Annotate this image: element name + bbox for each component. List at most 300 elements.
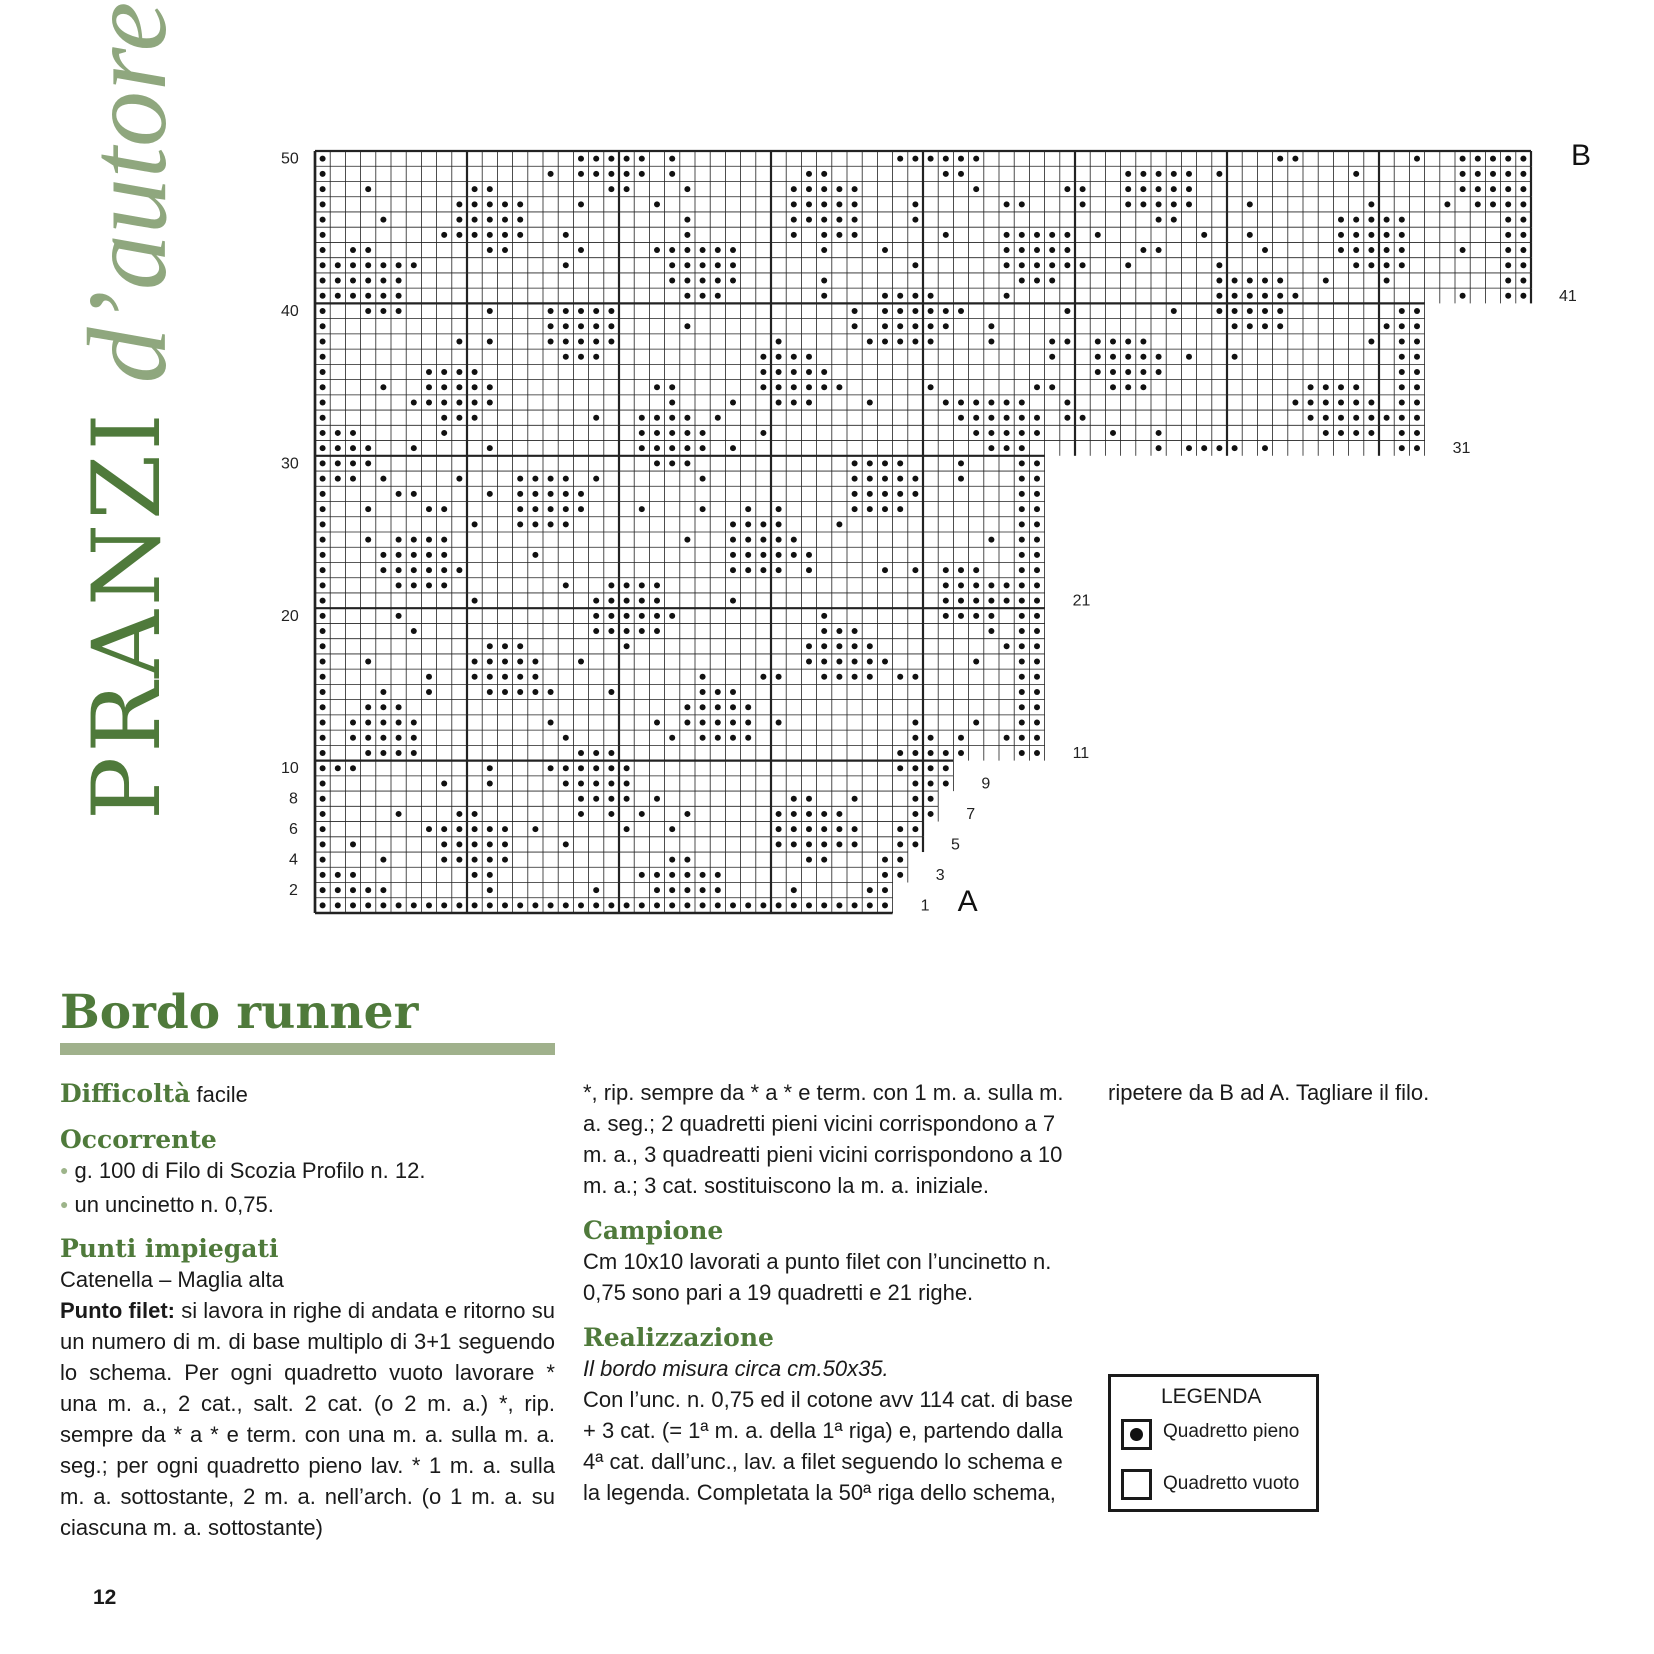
filled-square xyxy=(608,171,614,177)
filled-square xyxy=(958,735,964,741)
filled-square xyxy=(350,735,356,741)
filled-square xyxy=(1034,247,1040,253)
filled-square xyxy=(472,659,478,665)
filled-square xyxy=(487,659,493,665)
filled-square xyxy=(1034,598,1040,604)
filled-square xyxy=(882,567,888,573)
filled-square xyxy=(1186,445,1192,451)
filled-square xyxy=(1414,399,1420,405)
filled-square xyxy=(1019,598,1025,604)
filled-square xyxy=(441,567,447,573)
filled-square xyxy=(563,354,569,360)
filled-square xyxy=(456,415,462,421)
filled-square xyxy=(1384,278,1390,284)
filled-square xyxy=(836,628,842,634)
filled-square xyxy=(487,201,493,207)
filled-square xyxy=(684,293,690,299)
filled-square xyxy=(365,293,371,299)
filled-square xyxy=(1034,278,1040,284)
filled-square xyxy=(806,643,812,649)
filled-square xyxy=(563,902,569,908)
filled-square xyxy=(456,902,462,908)
filled-square xyxy=(426,369,432,375)
filled-square xyxy=(912,262,918,268)
filled-square xyxy=(684,232,690,238)
filled-square xyxy=(1368,201,1374,207)
filled-square xyxy=(320,765,326,771)
page-number: 12 xyxy=(93,1586,117,1609)
filled-square xyxy=(320,567,326,573)
filled-square xyxy=(791,902,797,908)
filled-square xyxy=(1171,186,1177,192)
filled-square xyxy=(426,552,432,558)
filled-square xyxy=(1475,201,1481,207)
filled-square xyxy=(1034,750,1040,756)
filled-square xyxy=(700,902,706,908)
filled-square xyxy=(517,521,523,527)
filled-square xyxy=(928,750,934,756)
filled-square xyxy=(730,552,736,558)
filled-square xyxy=(669,171,675,177)
filled-square xyxy=(441,384,447,390)
filled-square xyxy=(1368,232,1374,238)
filled-square xyxy=(578,171,584,177)
filled-square xyxy=(791,354,797,360)
filled-square xyxy=(1034,476,1040,482)
filled-square xyxy=(320,582,326,588)
filled-square xyxy=(472,841,478,847)
filled-square xyxy=(928,811,934,817)
filled-square xyxy=(502,232,508,238)
filled-square xyxy=(806,171,812,177)
filled-square xyxy=(852,659,858,665)
filled-square xyxy=(1156,186,1162,192)
filled-square xyxy=(821,278,827,284)
filled-square xyxy=(472,217,478,223)
filled-square xyxy=(1019,201,1025,207)
filled-square xyxy=(1125,339,1131,345)
filled-square xyxy=(320,278,326,284)
filled-square xyxy=(426,582,432,588)
filled-square xyxy=(928,796,934,802)
filled-square xyxy=(1095,354,1101,360)
filled-square xyxy=(411,720,417,726)
filled-square xyxy=(441,369,447,375)
filled-square xyxy=(608,796,614,802)
filled-square xyxy=(320,537,326,543)
filled-square xyxy=(1353,430,1359,436)
filled-square xyxy=(639,902,645,908)
filled-square xyxy=(487,841,493,847)
filled-square xyxy=(487,399,493,405)
filled-square xyxy=(532,506,538,512)
filled-square xyxy=(411,628,417,634)
filled-square xyxy=(624,156,630,162)
col3-text: ripetere da B ad A. Tagliare il filo. xyxy=(1108,1080,1430,1105)
filled-square xyxy=(532,521,538,527)
filled-square xyxy=(411,399,417,405)
filled-square xyxy=(593,902,599,908)
filled-square xyxy=(1216,293,1222,299)
filled-square xyxy=(1034,720,1040,726)
row-label: 8 xyxy=(289,790,298,808)
filled-square xyxy=(320,415,326,421)
filled-square xyxy=(852,902,858,908)
filled-square xyxy=(1064,232,1070,238)
filled-square xyxy=(867,491,873,497)
filled-square xyxy=(517,689,523,695)
filled-square xyxy=(350,841,356,847)
filled-square xyxy=(1171,201,1177,207)
filled-square xyxy=(943,750,949,756)
filled-square xyxy=(791,369,797,375)
filled-square xyxy=(456,567,462,573)
filled-square xyxy=(943,582,949,588)
filled-square xyxy=(1520,156,1526,162)
filled-square xyxy=(836,232,842,238)
filled-square xyxy=(487,232,493,238)
filled-square xyxy=(639,506,645,512)
marker-b: B xyxy=(1571,139,1592,172)
filled-square xyxy=(1292,156,1298,162)
filled-square xyxy=(563,476,569,482)
filled-square xyxy=(1156,171,1162,177)
filled-square xyxy=(1064,415,1070,421)
filled-square xyxy=(608,902,614,908)
filled-square xyxy=(654,720,660,726)
filled-square xyxy=(593,476,599,482)
filled-square xyxy=(380,384,386,390)
filled-square xyxy=(806,399,812,405)
realizzazione-heading: Realizzazione xyxy=(583,1323,774,1352)
filled-square xyxy=(1368,339,1374,345)
filled-square xyxy=(852,796,858,802)
filled-square xyxy=(760,567,766,573)
filled-square xyxy=(1110,369,1116,375)
filled-square xyxy=(1338,247,1344,253)
filled-square xyxy=(1262,278,1268,284)
filled-square xyxy=(456,811,462,817)
filled-square xyxy=(1110,430,1116,436)
filled-square xyxy=(745,720,751,726)
filled-square xyxy=(532,689,538,695)
filled-square xyxy=(593,339,599,345)
filled-square xyxy=(320,323,326,329)
filled-square xyxy=(867,339,873,345)
filled-square xyxy=(669,613,675,619)
row-label: 3 xyxy=(935,866,945,884)
filled-square xyxy=(320,643,326,649)
filled-square xyxy=(897,841,903,847)
filled-square xyxy=(928,156,934,162)
filled-square xyxy=(973,430,979,436)
filled-square xyxy=(1414,156,1420,162)
filled-square xyxy=(806,811,812,817)
filled-square xyxy=(441,506,447,512)
filled-square xyxy=(1247,278,1253,284)
filled-square xyxy=(821,171,827,177)
filled-square xyxy=(700,278,706,284)
filled-square xyxy=(745,537,751,543)
filled-square xyxy=(335,430,341,436)
filled-square xyxy=(912,491,918,497)
list-item: ● g. 100 di Filo di Scozia Profilo n. 12. xyxy=(60,1155,555,1189)
filled-square xyxy=(821,659,827,665)
filled-square xyxy=(806,796,812,802)
filled-square xyxy=(1125,384,1131,390)
filled-square xyxy=(396,735,402,741)
filled-square xyxy=(882,339,888,345)
filled-square xyxy=(867,659,873,665)
filled-square xyxy=(776,811,782,817)
filled-square xyxy=(578,491,584,497)
filled-square xyxy=(684,704,690,710)
filled-square xyxy=(1034,659,1040,665)
filled-square xyxy=(1019,537,1025,543)
filled-square xyxy=(426,689,432,695)
filled-square xyxy=(669,872,675,878)
filled-square xyxy=(745,735,751,741)
filled-square xyxy=(852,506,858,512)
filled-square xyxy=(836,186,842,192)
filled-square xyxy=(730,567,736,573)
filled-square xyxy=(1019,247,1025,253)
row-label: 20 xyxy=(281,607,299,625)
filled-square xyxy=(654,598,660,604)
filled-square xyxy=(700,735,706,741)
filled-square xyxy=(852,491,858,497)
filled-square xyxy=(396,262,402,268)
filled-square xyxy=(1353,262,1359,268)
filled-square xyxy=(776,399,782,405)
filled-square xyxy=(639,613,645,619)
filled-square xyxy=(350,293,356,299)
filled-square xyxy=(411,552,417,558)
filled-square xyxy=(335,476,341,482)
filled-square xyxy=(912,735,918,741)
filled-square xyxy=(624,582,630,588)
filled-square xyxy=(912,720,918,726)
filled-square xyxy=(365,659,371,665)
filled-square xyxy=(563,308,569,314)
filled-square xyxy=(548,323,554,329)
filled-square xyxy=(1034,521,1040,527)
filled-square xyxy=(396,811,402,817)
filled-square xyxy=(608,628,614,634)
filled-square xyxy=(973,415,979,421)
filled-square xyxy=(578,339,584,345)
filled-square xyxy=(791,399,797,405)
filled-square xyxy=(852,186,858,192)
filled-square xyxy=(791,552,797,558)
filled-square xyxy=(502,826,508,832)
filled-square xyxy=(882,323,888,329)
filled-square xyxy=(654,201,660,207)
filled-square xyxy=(1353,415,1359,421)
filled-square xyxy=(836,201,842,207)
filled-square xyxy=(608,780,614,786)
filled-square xyxy=(1064,186,1070,192)
filled-square xyxy=(928,735,934,741)
filled-square xyxy=(1414,430,1420,436)
filled-square xyxy=(852,308,858,314)
filled-square xyxy=(380,476,386,482)
filled-square xyxy=(472,521,478,527)
filled-square xyxy=(578,902,584,908)
filled-square xyxy=(487,765,493,771)
filled-square xyxy=(563,506,569,512)
filled-square xyxy=(1004,262,1010,268)
filled-square xyxy=(350,445,356,451)
filled-square xyxy=(608,186,614,192)
filled-square xyxy=(1019,232,1025,238)
filled-square xyxy=(532,552,538,558)
filled-square xyxy=(1049,262,1055,268)
filled-square xyxy=(472,811,478,817)
filled-square xyxy=(730,902,736,908)
filled-square xyxy=(396,278,402,284)
filled-square xyxy=(350,476,356,482)
filled-square xyxy=(1216,278,1222,284)
filled-square xyxy=(852,217,858,223)
filled-square xyxy=(335,293,341,299)
filled-square xyxy=(897,323,903,329)
filled-square xyxy=(730,445,736,451)
filled-square xyxy=(1034,674,1040,680)
filled-square xyxy=(1368,262,1374,268)
filled-square xyxy=(700,445,706,451)
filled-square xyxy=(456,841,462,847)
filled-square xyxy=(320,201,326,207)
filled-square xyxy=(578,323,584,329)
filled-square xyxy=(517,643,523,649)
filled-square xyxy=(715,415,721,421)
filled-square xyxy=(912,567,918,573)
filled-square xyxy=(1049,354,1055,360)
filled-square xyxy=(335,278,341,284)
filled-square xyxy=(320,857,326,863)
filled-square xyxy=(1460,156,1466,162)
filled-square xyxy=(578,659,584,665)
filled-square xyxy=(912,826,918,832)
filled-square xyxy=(791,186,797,192)
filled-square xyxy=(943,598,949,604)
filled-square xyxy=(760,902,766,908)
filled-square xyxy=(1384,247,1390,253)
filled-square xyxy=(365,308,371,314)
filled-square xyxy=(639,811,645,817)
filled-square xyxy=(928,339,934,345)
filled-square xyxy=(1140,354,1146,360)
filled-square xyxy=(988,399,994,405)
filled-square xyxy=(320,674,326,680)
filled-square xyxy=(1019,613,1025,619)
filled-square xyxy=(1399,339,1405,345)
filled-square xyxy=(593,171,599,177)
filled-square xyxy=(396,552,402,558)
filled-square xyxy=(456,857,462,863)
filled-square xyxy=(1140,384,1146,390)
filled-square xyxy=(1232,278,1238,284)
filled-square xyxy=(1019,552,1025,558)
filled-square xyxy=(943,171,949,177)
filled-square xyxy=(365,750,371,756)
filled-square xyxy=(897,491,903,497)
filled-square xyxy=(988,537,994,543)
filled-square xyxy=(806,826,812,832)
filled-square xyxy=(487,308,493,314)
filled-square xyxy=(1338,217,1344,223)
filled-square xyxy=(760,384,766,390)
filled-square xyxy=(988,445,994,451)
filled-square xyxy=(320,841,326,847)
filled-square xyxy=(517,506,523,512)
filled-square xyxy=(684,445,690,451)
filled-square xyxy=(320,460,326,466)
punti-heading: Punti impiegati xyxy=(60,1234,279,1263)
row-label: 1 xyxy=(920,897,930,915)
filled-square xyxy=(380,720,386,726)
filled-square xyxy=(988,323,994,329)
filled-square xyxy=(1019,674,1025,680)
filled-square xyxy=(320,339,326,345)
filled-square xyxy=(487,491,493,497)
filled-square xyxy=(1323,430,1329,436)
filled-square xyxy=(973,659,979,665)
filled-square xyxy=(1384,323,1390,329)
marker-a: A xyxy=(957,885,978,918)
filled-square xyxy=(806,857,812,863)
filled-square xyxy=(897,750,903,756)
filled-square xyxy=(487,445,493,451)
filled-square xyxy=(320,369,326,375)
filled-square xyxy=(487,857,493,863)
filled-square xyxy=(320,826,326,832)
filled-square xyxy=(1004,399,1010,405)
filled-square xyxy=(639,415,645,421)
filled-square xyxy=(882,659,888,665)
filled-square xyxy=(1232,308,1238,314)
filled-square xyxy=(350,278,356,284)
row-label: 9 xyxy=(981,775,991,793)
filled-square xyxy=(1505,262,1511,268)
filled-square xyxy=(684,217,690,223)
filled-square xyxy=(593,765,599,771)
filled-square xyxy=(1475,186,1481,192)
filled-square xyxy=(411,735,417,741)
filled-square xyxy=(532,826,538,832)
filled-square xyxy=(365,460,371,466)
filled-square xyxy=(350,262,356,268)
occorrente-heading: Occorrente xyxy=(60,1125,217,1154)
filled-square xyxy=(320,399,326,405)
filled-square xyxy=(882,872,888,878)
filled-square xyxy=(821,293,827,299)
filled-square xyxy=(684,857,690,863)
filled-square xyxy=(669,902,675,908)
filled-square xyxy=(593,354,599,360)
filled-square xyxy=(1520,232,1526,238)
filled-square xyxy=(776,841,782,847)
page-title: Bordo runner xyxy=(60,985,419,1040)
filled-square xyxy=(943,765,949,771)
filled-square xyxy=(1520,293,1526,299)
filled-square xyxy=(1490,201,1496,207)
col2-text: *, rip. sempre da * a * e term. con 1 m. a. sulla m. a. seg.; 2 quadretti pieni vicini corrispondono a 7 m. a., 3 quadreatti pieni vicini corrispondono a 10 m. a.; 3 cat. sostituiscono la m. a. iniziale. xyxy=(583,1080,1064,1198)
filled-square xyxy=(1034,537,1040,543)
filled-square xyxy=(776,537,782,543)
filled-square xyxy=(1004,598,1010,604)
